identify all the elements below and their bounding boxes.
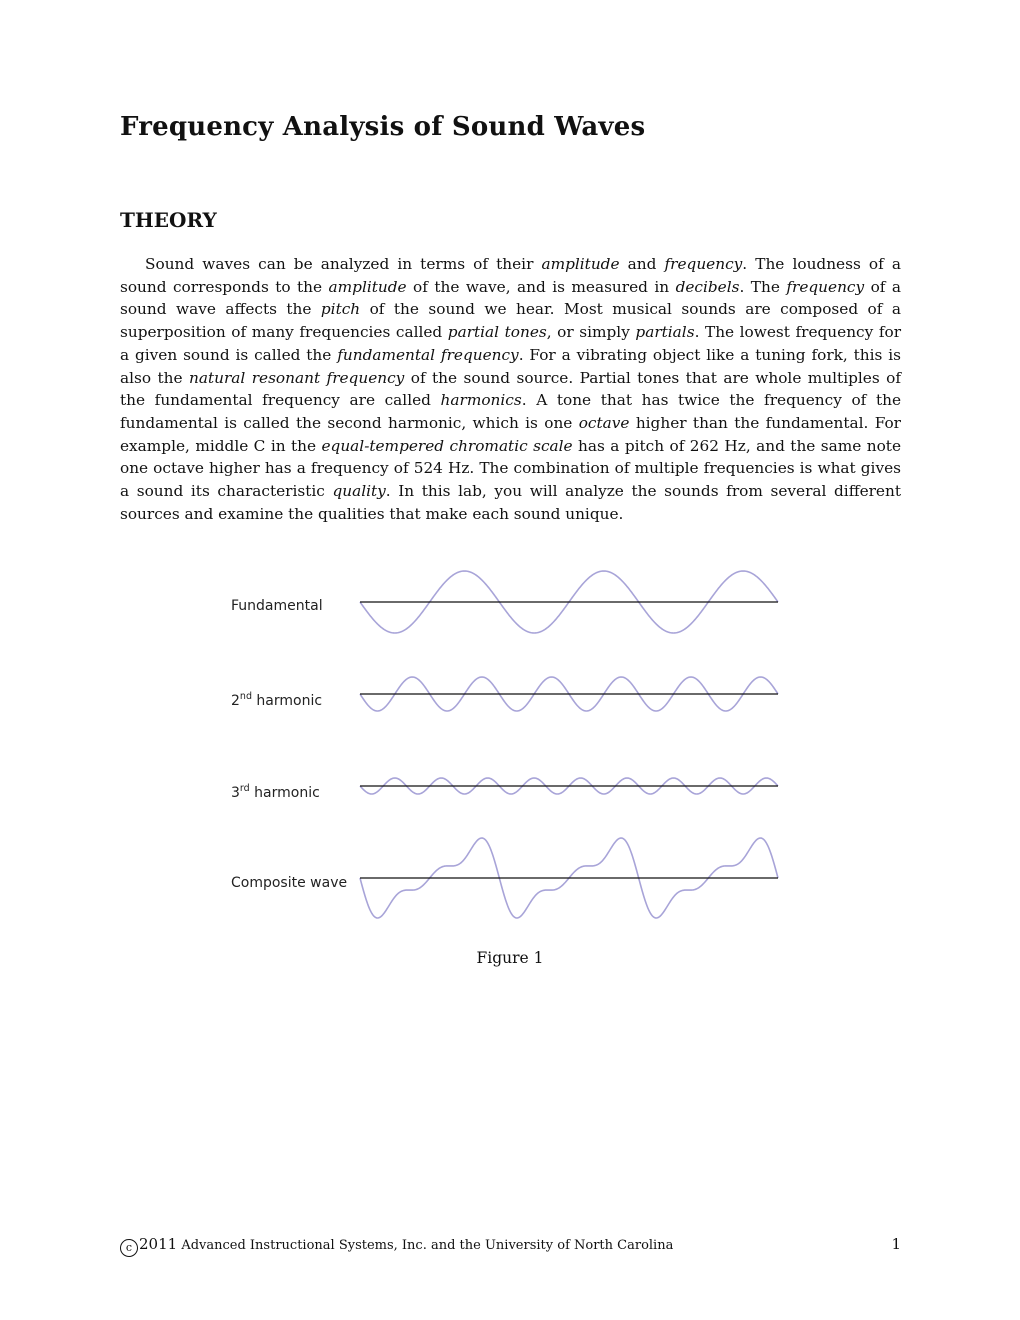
- italic-term: quality: [332, 482, 386, 501]
- wave-curves: [360, 571, 778, 918]
- italic-term: amplitude: [328, 277, 407, 296]
- copyright-symbol: c: [120, 1239, 138, 1257]
- harmonics-diagram: [200, 555, 800, 925]
- label-second-harmonic: 2nd harmonic: [231, 691, 323, 709]
- section-heading-theory: THEORY: [120, 208, 217, 232]
- figure-caption: Figure 1: [476, 949, 544, 967]
- italic-term: harmonics: [440, 391, 522, 410]
- theory-paragraph: Sound waves can be analyzed in terms of their amplitude and frequency. The loudness of a sound corresponds to the amplitude of the wave, and is measured in decibels. The frequency of a sound wave affects the pitch of the sound we hear. Most musical sounds are composed of a superposition of many frequencies called partial tones, or simply partials. The lowest frequency for a given sound is called the fundamental frequency. For a vibrating object like a tuning fork, this is also the natural resonant frequency of the sound source. Partial tones that are whole multiples of the fundamental frequency are called harmonics. A tone that has twice the frequency of the fundamental is called the second harmonic, which is one octave higher than the fundamental. For example, middle C in the equal-tempered chromatic scale has a pitch of 262 Hz, and the same note one octave higher has a frequency of 524 Hz. The combination of multiple frequencies is what gives a sound its characteristic quality. In this lab, you will analyze the sounds from several different sources and examine the qualities that make each sound unique.: [120, 255, 902, 523]
- italic-term: decibels: [675, 277, 740, 296]
- page-number: 1: [891, 1235, 901, 1253]
- italic-term: equal-tempered chromatic scale: [321, 436, 573, 455]
- italic-term: natural resonant frequency: [188, 368, 405, 387]
- page-title: Frequency Analysis of Sound Waves: [120, 112, 646, 142]
- italic-term: frequency: [786, 277, 865, 296]
- page-footer: [120, 1235, 901, 1257]
- label-fundamental: Fundamental: [231, 598, 323, 614]
- label-third-harmonic: 3rd harmonic: [231, 783, 320, 801]
- italic-term: amplitude: [541, 255, 620, 273]
- harmonics-figure: [200, 555, 800, 925]
- italic-term: fundamental frequency: [337, 345, 519, 364]
- italic-term: pitch: [320, 300, 361, 319]
- copyright-year: 2011: [139, 1235, 178, 1253]
- italic-term: partial tones: [447, 323, 547, 342]
- label-composite-wave: Composite wave: [231, 875, 348, 891]
- italic-term: octave: [578, 413, 630, 432]
- copyright-text: Advanced Instructional Systems, Inc. and the University of North Carolina: [177, 1238, 674, 1253]
- italic-term: frequency: [664, 255, 743, 273]
- italic-term: partials: [635, 323, 695, 342]
